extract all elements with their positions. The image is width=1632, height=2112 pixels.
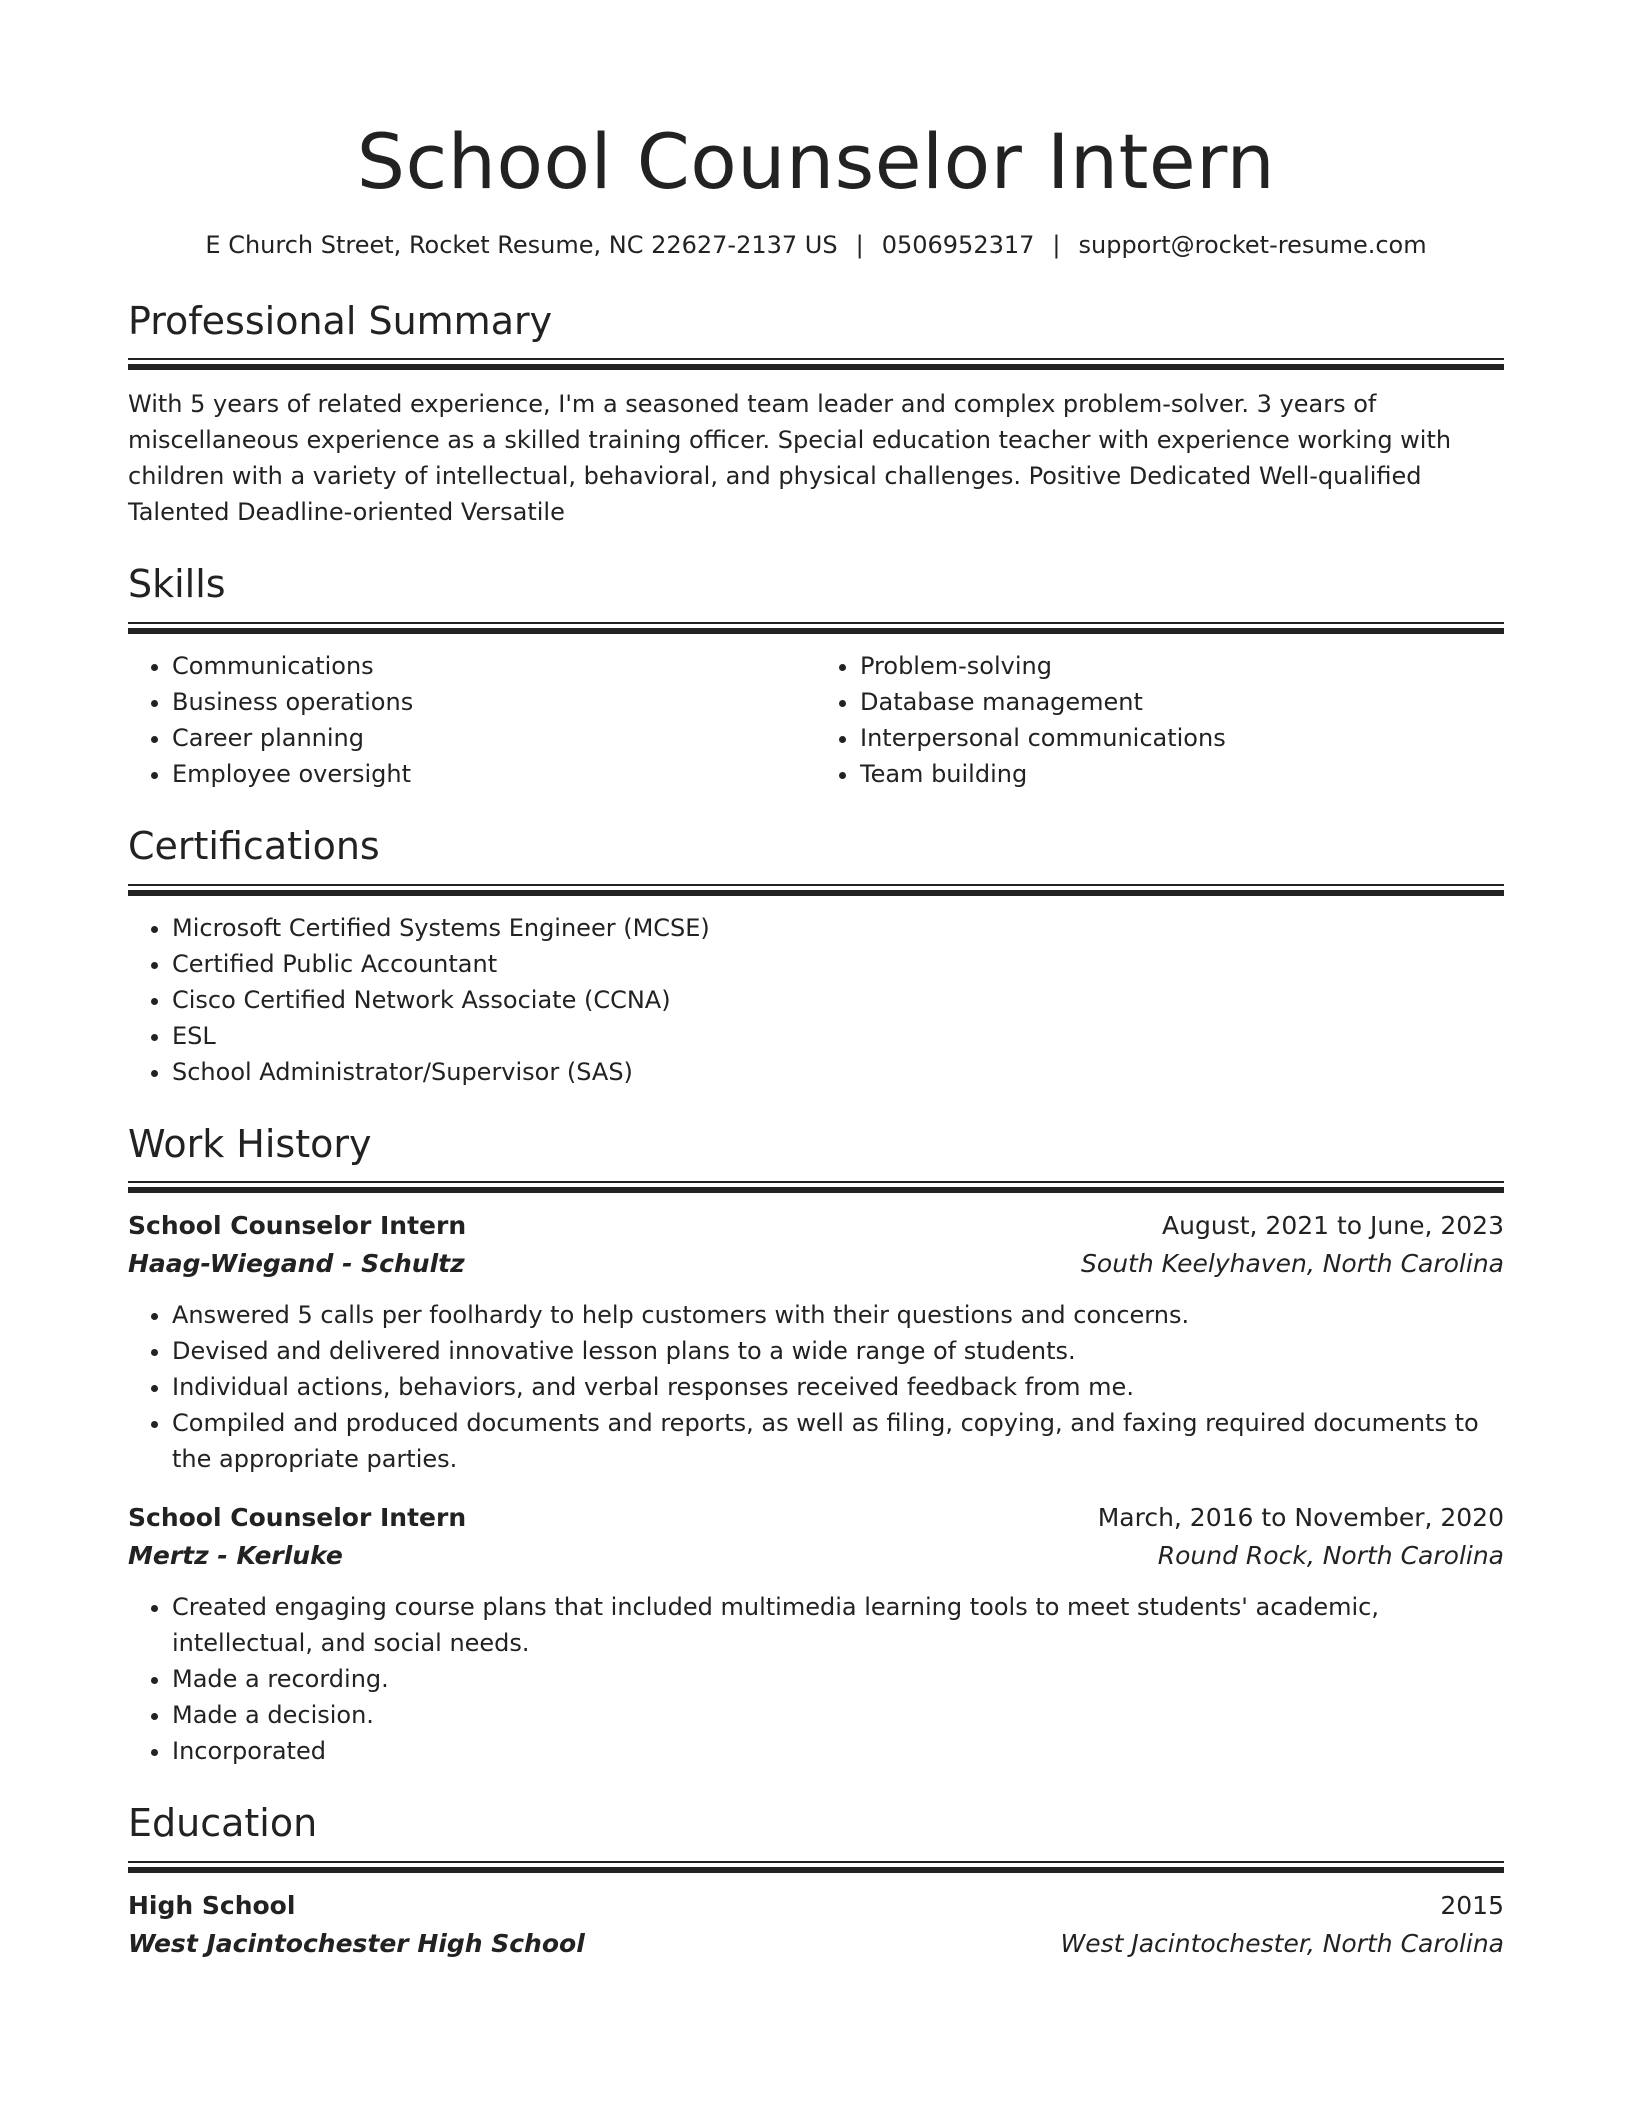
section-title: Work History	[128, 1121, 372, 1166]
list-item: • ESL	[172, 1018, 1504, 1054]
certifications-list	[128, 910, 1504, 1090]
section-title: Certifications	[128, 823, 380, 868]
education-degree: High School	[128, 1890, 296, 1920]
job-subheader	[128, 1537, 1504, 1575]
list-item: • Compiled and produced documents and reports, as well as filing, copying, and faxing required documents to the appropriate parties.	[172, 1405, 1504, 1477]
job-entry	[128, 1207, 1504, 1477]
contact-address: E Church Street, Rocket Resume, NC 22627-2137 US	[205, 230, 838, 259]
job-bullets	[128, 1589, 1504, 1769]
skills-section	[128, 562, 1504, 792]
list-item: • Cisco Certified Network Associate (CCNA)	[172, 982, 1504, 1018]
list-item: • Incorporated	[172, 1733, 1504, 1769]
education-subheader	[128, 1925, 1504, 1963]
job-title: School Counselor Intern	[128, 1503, 467, 1533]
list-item: • Individual actions, behaviors, and verbal responses received feedback from me.	[172, 1369, 1504, 1405]
contact-email: support@rocket-resume.com	[1078, 230, 1427, 259]
education-section	[128, 1801, 1504, 1963]
skills-right-list	[816, 648, 1504, 792]
job-entry	[128, 1499, 1504, 1769]
skills-grid	[128, 634, 1504, 792]
job-dates: August, 2021 to June, 2023	[1162, 1211, 1504, 1241]
job-location: South Keelyhaven, North Carolina	[1081, 1249, 1504, 1279]
summary-text: With 5 years of related experience, I'm a seasoned team leader and complex problem-solver. 3 years of miscellaneous experience as a skilled training officer. Special education teacher with experience working with children with a variety of intellectual, behavioral, and physical challenges. Positive Dedicated Well-qualified Talented Deadline-oriented Versatile	[128, 390, 1452, 527]
list-item: • Interpersonal communications	[860, 720, 1504, 756]
list-item: • Certified Public Accountant	[172, 946, 1504, 982]
education-year: 2015	[1440, 1890, 1504, 1920]
list-item: • School Administrator/Supervisor (SAS)	[172, 1054, 1504, 1090]
section-divider	[128, 1181, 1504, 1193]
job-company: Haag-Wiegand - Schultz	[128, 1249, 465, 1279]
certifications-section	[128, 824, 1504, 1090]
list-item: • Created engaging course plans that included multimedia learning tools to meet students' academic, intellectual, and social needs.	[172, 1589, 1504, 1661]
section-divider	[128, 358, 1504, 370]
job-header	[128, 1499, 1504, 1537]
summary-section	[128, 299, 1504, 531]
education-entry	[128, 1887, 1504, 1963]
list-item: • Business operations	[172, 684, 816, 720]
job-dates: March, 2016 to November, 2020	[1097, 1503, 1504, 1533]
contact-phone: 0506952317	[881, 230, 1035, 259]
section-title: Skills	[128, 562, 226, 607]
job-location: Round Rock, North Carolina	[1157, 1541, 1504, 1571]
work-history-section	[128, 1122, 1504, 1770]
list-item: • Made a recording.	[172, 1661, 1504, 1697]
list-item: • Employee oversight	[172, 756, 816, 792]
list-item: • Problem-solving	[860, 648, 1504, 684]
list-item: • Answered 5 calls per foolhardy to help customers with their questions and concerns.	[172, 1297, 1504, 1333]
list-item: • Communications	[172, 648, 816, 684]
job-title: School Counselor Intern	[128, 1211, 467, 1241]
section-divider	[128, 1861, 1504, 1873]
section-title: Professional Summary	[128, 298, 553, 343]
list-item: • Microsoft Certified Systems Engineer (MCSE)	[172, 910, 1504, 946]
job-bullets	[128, 1297, 1504, 1477]
job-header	[128, 1207, 1504, 1245]
list-item: • Team building	[860, 756, 1504, 792]
list-item: • Database management	[860, 684, 1504, 720]
job-company: Mertz - Kerluke	[128, 1541, 343, 1571]
education-location: West Jacintochester, North Carolina	[1060, 1928, 1504, 1958]
section-title: Education	[128, 1801, 318, 1846]
contact-line	[128, 230, 1504, 261]
list-item: • Made a decision.	[172, 1697, 1504, 1733]
contact-separator: |	[855, 230, 864, 259]
list-item: • Career planning	[172, 720, 816, 756]
section-divider	[128, 884, 1504, 896]
job-subheader	[128, 1245, 1504, 1283]
education-school: West Jacintochester High School	[128, 1928, 585, 1958]
list-item: • Devised and delivered innovative lesson plans to a wide range of students.	[172, 1333, 1504, 1369]
section-divider	[128, 622, 1504, 634]
education-header	[128, 1887, 1504, 1925]
resume-name: School Counselor Intern	[356, 117, 1276, 206]
skills-left-list	[128, 648, 816, 792]
contact-separator: |	[1052, 230, 1061, 259]
